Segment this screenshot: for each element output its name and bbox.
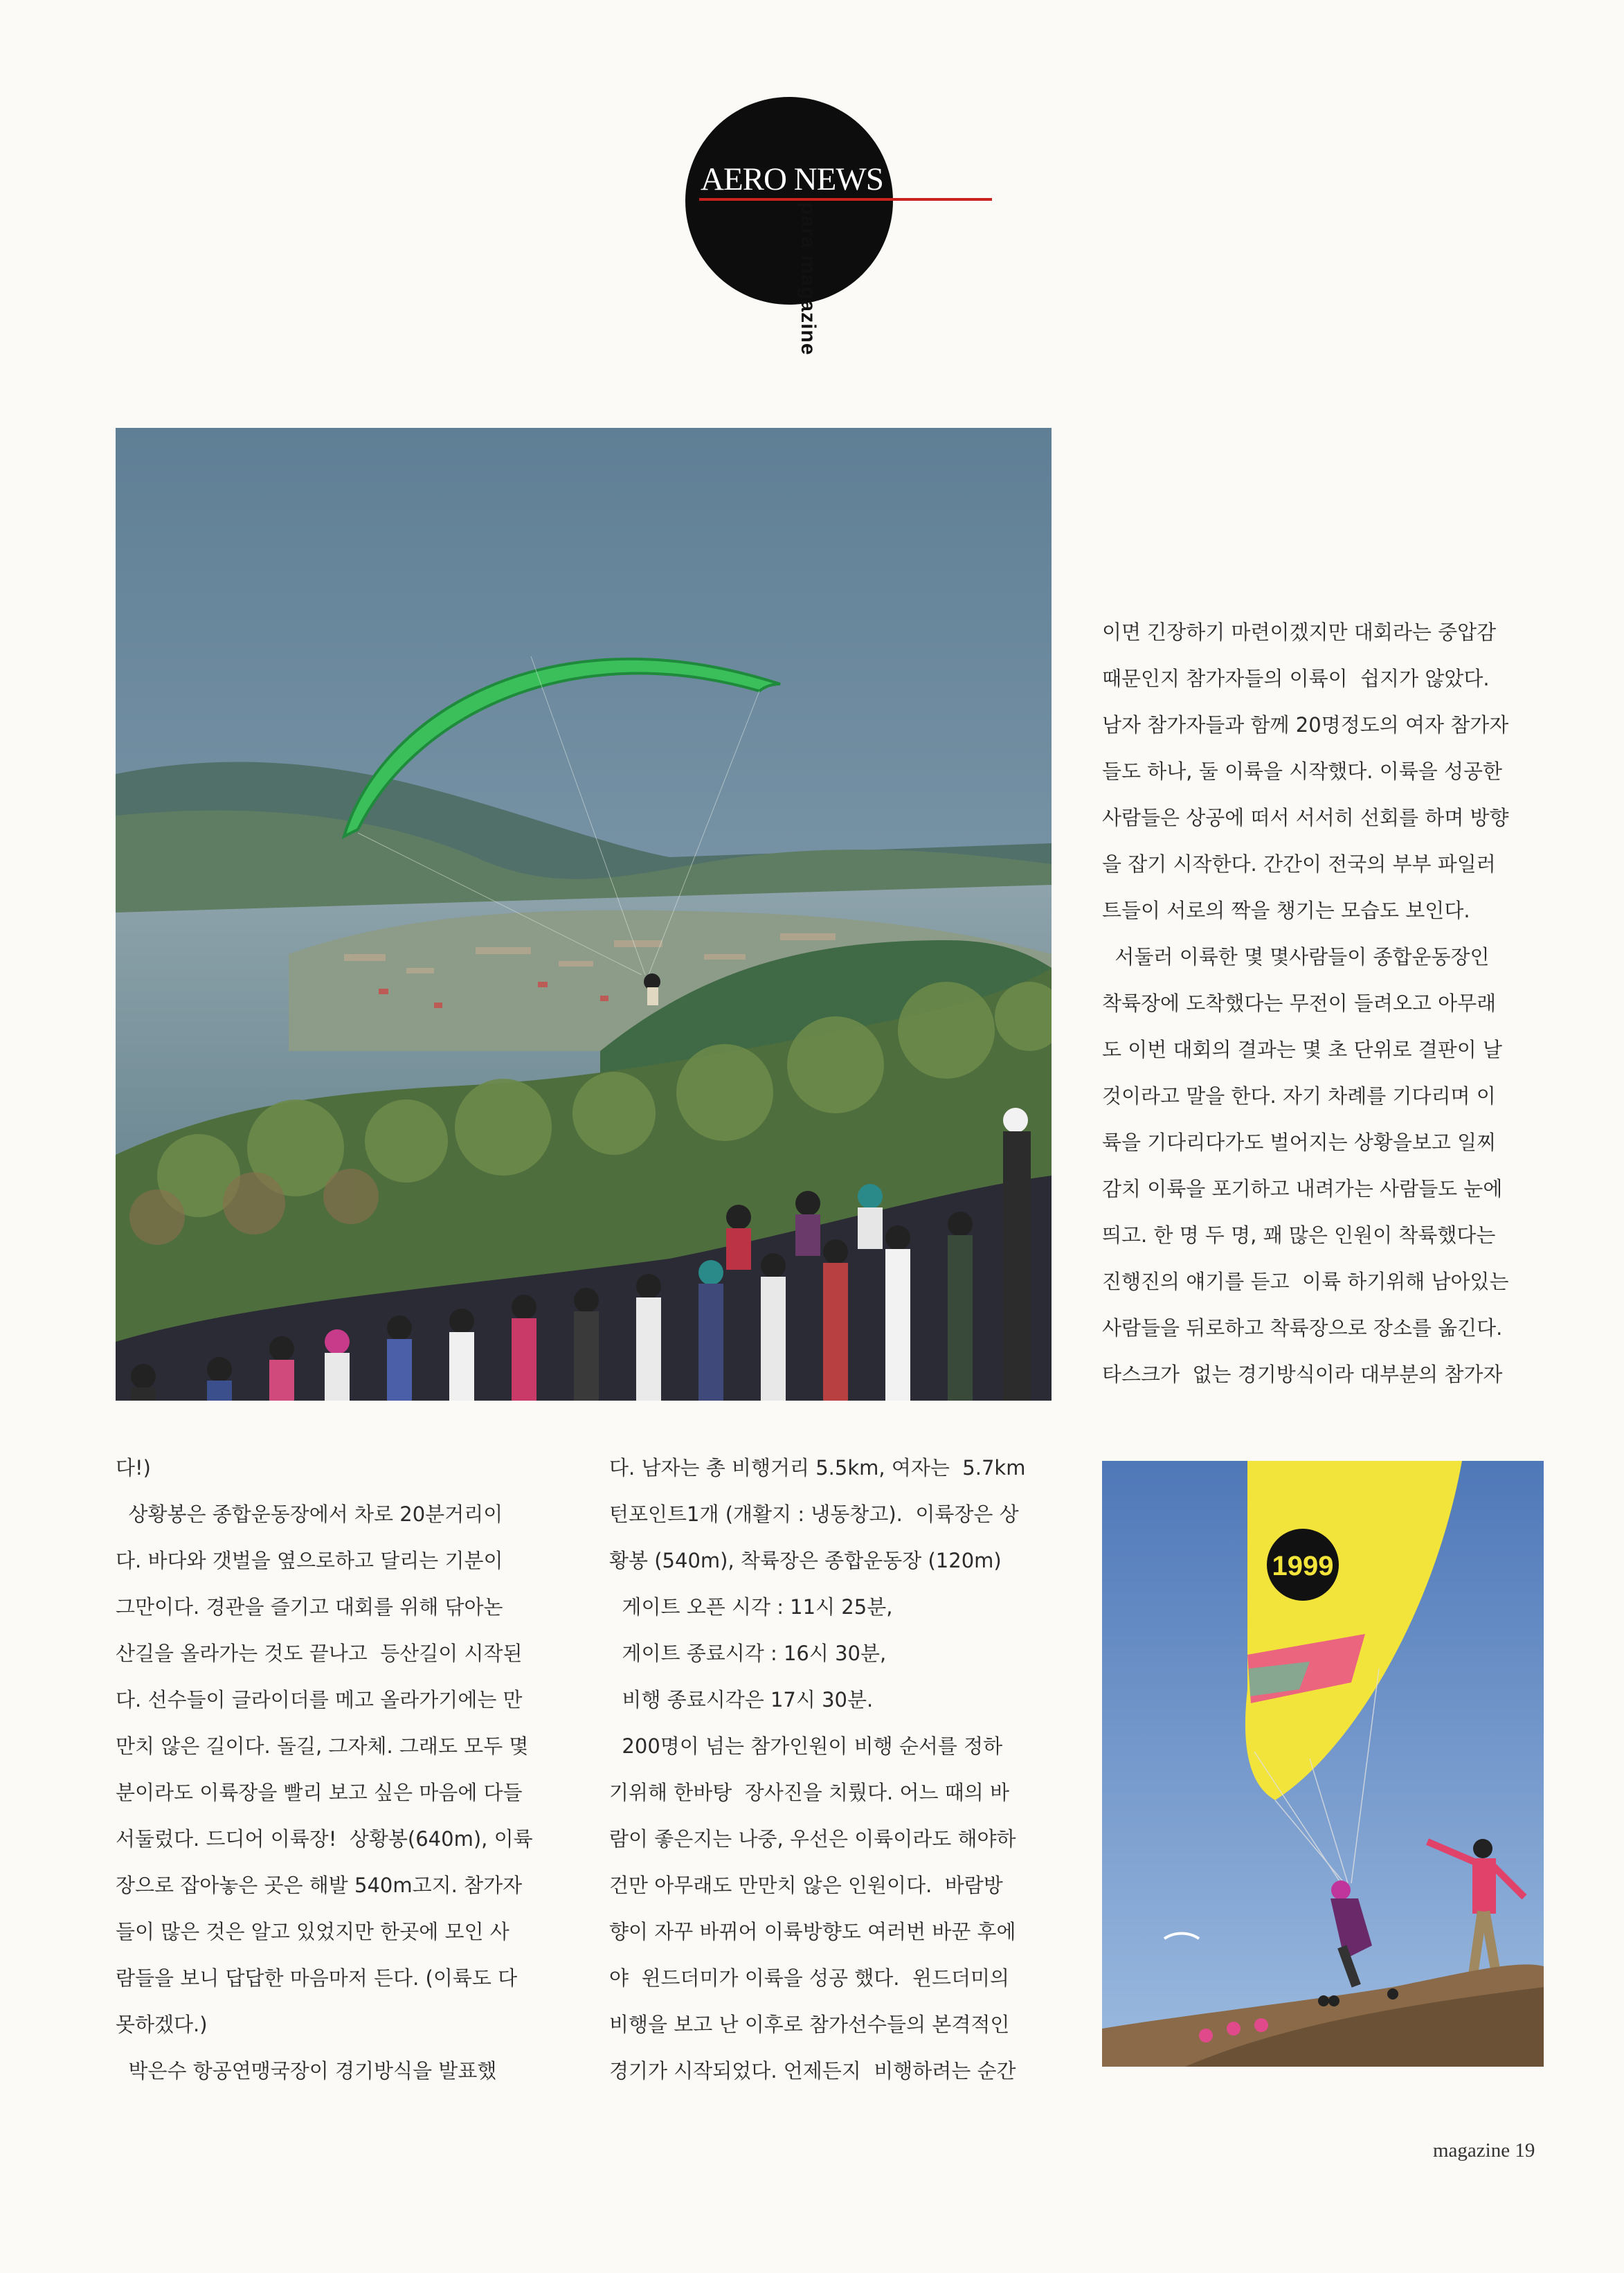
article-line: 타스크가 없는 경기방식이라 대부분의 참가자 (1102, 1363, 1503, 1386)
article-line: 다. 바다와 갯벌을 옆으로하고 달리는 기분이 (116, 1549, 503, 1572)
article-line: 건만 아무래도 만만치 않은 인원이다. 바람방 (609, 1874, 1003, 1897)
article-column-left (116, 1445, 566, 2094)
article-line: 때문인지 참가자들의 이륙이 쉽지가 않았다. (1102, 667, 1490, 690)
article-line: 산길을 올라가는 것도 끝나고 등산길이 시작된 (116, 1642, 523, 1665)
paraglider-over-crowd-photo (116, 428, 1052, 1401)
article-line: 비행을 보고 난 이후로 참가선수들의 본격적인 (609, 2013, 1010, 2036)
article-line: 띄고. 한 명 두 명, 꽤 많은 인원이 착륙했다는 (1102, 1223, 1496, 1247)
article-line: 분이라도 이륙장을 빨리 보고 싶은 마음에 다들 (116, 1781, 523, 1804)
article-line: 들이 많은 것은 알고 있었지만 한곳에 모인 사 (116, 1920, 509, 1943)
article-line: 진행진의 얘기를 듣고 이륙 하기위해 남아있는 (1102, 1270, 1509, 1293)
article-line: 사람들을 뒤로하고 착륙장으로 장소를 옮긴다. (1102, 1316, 1503, 1340)
article-line: 이면 긴장하기 마련이겠지만 대회라는 중압감 (1102, 620, 1497, 644)
article-line: 장으로 잡아놓은 곳은 해발 540m고지. 참가자 (116, 1874, 523, 1897)
masthead-disc (685, 97, 893, 305)
article-column-right (1102, 609, 1545, 1398)
article-line: 턴포인트1개 (개활지 : 냉동창고). 이륙장은 상 (609, 1502, 1019, 1526)
page-number: magazine 19 (1433, 2139, 1535, 2162)
yellow-paraglider-launch-photo (1102, 1461, 1544, 2067)
article-line: 그만이다. 경관을 즐기고 대회를 위해 닦아논 (116, 1595, 503, 1619)
article-line: 을 잡기 시작한다. 간간이 전국의 부부 파일러 (1102, 852, 1496, 876)
masthead-title: AERO NEWS (701, 161, 883, 197)
article-line: 착륙장에 도착했다는 무전이 들려오고 아무래 (1102, 991, 1497, 1015)
article-line: 만치 않은 길이다. 돌길, 그자체. 그래도 모두 몇 (116, 1734, 529, 1758)
masthead-red-rule (699, 198, 992, 201)
article-line: 기위해 한바탕 장사진을 치뤘다. 어느 때의 바 (609, 1781, 1009, 1804)
article-line: 서둘러 이륙한 몇 몇사람들이 종합운동장인 (1102, 945, 1490, 969)
article-line: 박은수 항공연맹국장이 경기방식을 발표했 (116, 2059, 497, 2083)
article-line: 다. 선수들이 글라이더를 메고 올라가기에는 만 (116, 1688, 523, 1712)
article-line: 야 윈드더미가 이륙을 성공 했다. 윈드더미의 (609, 1966, 1009, 1990)
article-line: 감치 이륙을 포기하고 내려가는 사람들도 눈에 (1102, 1177, 1503, 1201)
article-line: 200명이 넘는 참가인원이 비행 순서를 정하 (609, 1734, 1003, 1758)
article-line: 남자 참가자들과 함께 20명정도의 여자 참가자 (1102, 713, 1509, 737)
article-line: 들도 하나, 둘 이륙을 시작했다. 이륙을 성공한 (1102, 760, 1502, 783)
article-column-middle (609, 1445, 1059, 2094)
article-line: 트들이 서로의 짝을 챙기는 모습도 보인다. (1102, 899, 1470, 922)
article-line: 도 이번 대회의 결과는 몇 초 단위로 결판이 날 (1102, 1038, 1502, 1061)
article-line: 경기가 시작되었다. 언제든지 비행하려는 순간 (609, 2059, 1016, 2083)
article-line: 륙을 기다리다가도 벌어지는 상황을보고 일찌 (1102, 1131, 1497, 1154)
article-line: 황봉 (540m), 착륙장은 종합운동장 (120m) (609, 1549, 1002, 1572)
article-line: 다!) (116, 1456, 151, 1480)
article-line: 람들을 보니 답답한 마음마저 든다. (이륙도 다 (116, 1966, 518, 1990)
photo-side-illustration (1102, 1461, 1544, 2067)
article-line: 사람들은 상공에 떠서 서서히 선회를 하며 방향 (1102, 806, 1509, 829)
article-line: 서둘렀다. 드디어 이륙장! 상황봉(640m), 이륙 (116, 1827, 533, 1851)
canopy-logo-text: 1999 (1272, 1551, 1334, 1581)
article-line: 못하겠다.) (116, 2013, 208, 2036)
article-line: 것이라고 말을 한다. 자기 차례를 기다리며 이 (1102, 1084, 1496, 1108)
article-line: 람이 좋은지는 나중, 우선은 이륙이라도 해야하 (609, 1827, 1016, 1851)
article-line: 향이 자꾸 바뀌어 이륙방향도 여러번 바꾼 후에 (609, 1920, 1016, 1943)
article-line: 다. 남자는 총 비행거리 5.5km, 여자는 5.7km (609, 1456, 1026, 1480)
article-line: 게이트 종료시각 : 16시 30분, (609, 1642, 887, 1665)
masthead-subtitle: para magazine (797, 202, 820, 356)
article-line: 게이트 오픈 시각 : 11시 25분, (609, 1595, 893, 1619)
article-line: 상황봉은 종합운동장에서 차로 20분거리이 (116, 1502, 503, 1526)
article-line: 비행 종료시각은 17시 30분. (609, 1688, 874, 1712)
photo-main-illustration (116, 428, 1052, 1401)
